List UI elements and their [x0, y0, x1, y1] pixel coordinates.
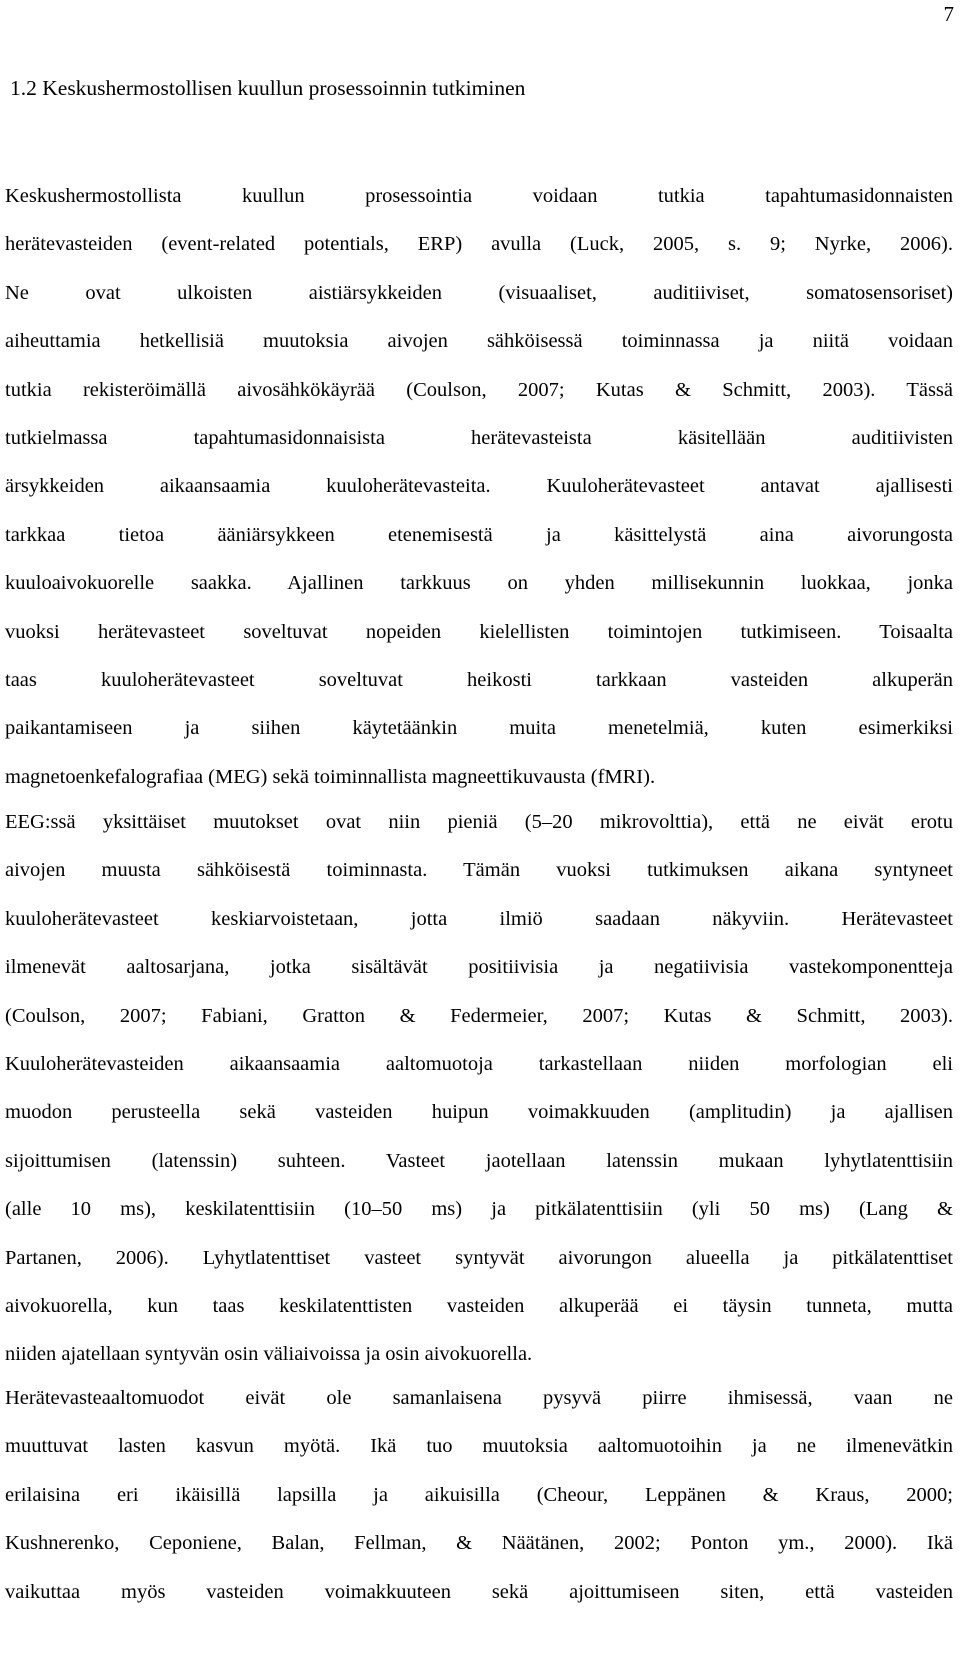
text-line: Ne ovat ulkoisten aistiärsykkeiden (visuaaliset, auditiiviset, somatosensoriset) — [5, 281, 953, 304]
text-line: aiheuttamia hetkellisiä muutoksia aivojen sähköisessä toiminnassa ja niitä voidaan — [5, 330, 953, 353]
text-line: aivokuorella, kun taas keskilatenttisten vasteiden alkuperää ei täysin tunneta, mutta — [5, 1295, 953, 1318]
text-line: EEG:ssä yksittäiset muutokset ovat niin pieniä (5–20 mikrovolttia), että ne eivät erotu — [5, 811, 953, 833]
text-line: herätevasteiden (event-related potentials, ERP) avulla (Luck, 2005, s. 9; Nyrke, 2006). — [5, 233, 953, 256]
text-line: Herätevasteaaltomuodot eivät ole samanlaisena pysyvä piirre ihmisessä, vaan ne — [5, 1387, 953, 1409]
text-line: tutkia rekisteröimällä aivosähkökäyrää (Coulson, 2007; Kutas & Schmitt, 2003). Tässä — [5, 378, 953, 401]
paragraph-1 — [5, 172, 953, 801]
text-line: sijoittumisen (latenssin) suhteen. Vasteet jaotellaan latenssin mukaan lyhytlatenttisiin — [5, 1149, 953, 1172]
text-line: ärsykkeiden aikaansaamia kuuloherätevasteita. Kuuloherätevasteet antavat ajallisesti — [5, 475, 953, 498]
page-number: 7 — [943, 2, 954, 26]
text-line: muodon perusteella sekä vasteiden huipun voimakkuuden (amplitudin) ja ajallisen — [5, 1101, 953, 1124]
text-line: paikantamiseen ja siihen käytetäänkin muita menetelmiä, kuten esimerkiksi — [5, 717, 953, 740]
paragraph-3 — [5, 1374, 953, 1616]
paragraph-2 — [5, 798, 953, 1379]
text-line: erilaisina eri ikäisillä lapsilla ja aikuisilla (Cheour, Leppänen & Kraus, 2000; — [5, 1483, 953, 1506]
text-line: magnetoenkefalografiaa (MEG) sekä toiminnallista magneettikuvausta (fMRI). — [5, 765, 656, 788]
text-line: ilmenevät aaltosarjana, jotka sisältävät positiivisia ja negatiivisia vastekomponentteja — [5, 956, 953, 979]
text-line: (Coulson, 2007; Fabiani, Gratton & Federmeier, 2007; Kutas & Schmitt, 2003). — [5, 1004, 953, 1027]
text-line: (alle 10 ms), keskilatenttisiin (10–50 ms) ja pitkälatenttisiin (yli 50 ms) (Lang & — [5, 1198, 953, 1221]
text-line: Keskushermostollista kuullun prosessointia voidaan tutkia tapahtumasidonnaisten — [5, 185, 953, 207]
text-line: vaikuttaa myös vasteiden voimakkuuteen sekä ajoittumiseen siten, että vasteiden — [5, 1580, 953, 1603]
section-heading: 1.2 Keskushermostollisen kuullun prosessoinnin tutkiminen — [10, 76, 526, 100]
text-line: niiden ajatellaan syntyvän osin väliaivoissa ja osin aivokuorella. — [5, 1343, 533, 1366]
text-line: kuuloherätevasteet keskiarvoistetaan, jotta ilmiö saadaan näkyviin. Herätevasteet — [5, 907, 953, 930]
text-line: vuoksi herätevasteet soveltuvat nopeiden kielellisten toimintojen tutkimiseen. Toisaalta — [5, 620, 953, 643]
text-line: taas kuuloherätevasteet soveltuvat heikosti tarkkaan vasteiden alkuperän — [5, 669, 953, 692]
text-line: aivojen muusta sähköisestä toiminnasta. Tämän vuoksi tutkimuksen aikana syntyneet — [5, 859, 953, 882]
text-line: Partanen, 2006). Lyhytlatenttiset vasteet syntyvät aivorungon alueella ja pitkälatenttiset — [5, 1246, 953, 1269]
text-line: Kuuloherätevasteiden aikaansaamia aaltomuotoja tarkastellaan niiden morfologian eli — [5, 1053, 953, 1076]
text-line: Kushnerenko, Ceponiene, Balan, Fellman, & Näätänen, 2002; Ponton ym., 2000). Ikä — [5, 1532, 953, 1555]
text-line: tutkielmassa tapahtumasidonnaisista herätevasteista käsitellään auditiivisten — [5, 427, 953, 450]
text-line: kuuloaivokuorelle saakka. Ajallinen tarkkuus on yhden millisekunnin luokkaa, jonka — [5, 572, 953, 595]
text-line: tarkkaa tietoa ääniärsykkeen etenemisestä ja käsittelystä aina aivorungosta — [5, 523, 953, 546]
text-line: muuttuvat lasten kasvun myötä. Ikä tuo muutoksia aaltomuotoihin ja ne ilmenevätkin — [5, 1435, 953, 1458]
